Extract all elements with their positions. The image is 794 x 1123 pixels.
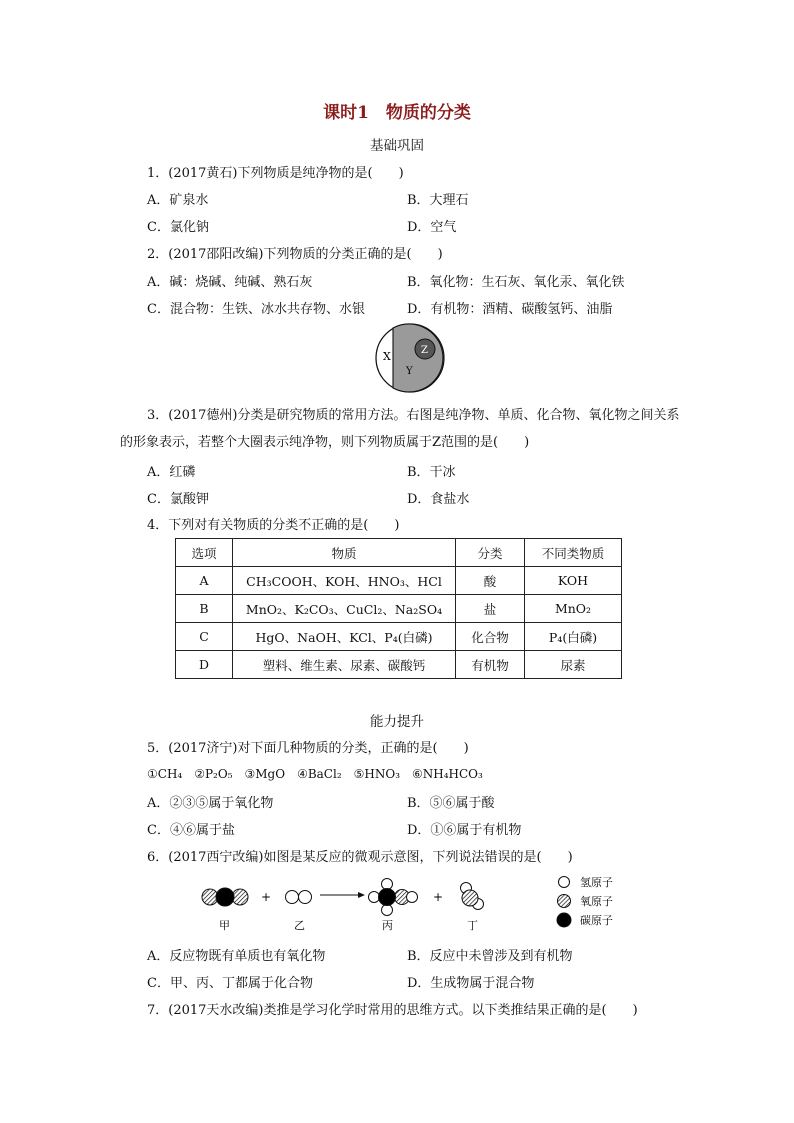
table-row <box>176 623 622 651</box>
molecule-bing <box>369 879 418 916</box>
table-row <box>176 567 622 595</box>
question-2-option-b: B．氧化物：生石灰、氧化汞、氧化铁 <box>407 275 625 290</box>
table-cell: MnO₂ <box>525 595 622 623</box>
venn-label-x: X <box>383 350 391 363</box>
table-cell: 酸 <box>456 567 525 595</box>
table-cell: 有机物 <box>456 651 525 679</box>
legend-hydrogen-label: 氢原子 <box>580 876 613 889</box>
molecule-jia <box>202 888 248 906</box>
legend-oxygen-label: 氧原子 <box>580 895 613 908</box>
table-cell: MnO₂、K₂CO₃、CuCl₂、Na₂SO₄ <box>233 595 456 623</box>
question-3-option-b: B．干冰 <box>407 465 456 480</box>
hydrogen-atom-icon <box>559 877 570 888</box>
question-4-stem: 4．下列对有关物质的分类不正确的是( ) <box>147 518 400 533</box>
question-2-stem: 2．(2017邵阳改编)下列物质的分类正确的是( ) <box>147 247 443 262</box>
question-5-option-a: A．②③⑤属于氧化物 <box>147 796 274 811</box>
carbon-atom-icon <box>557 913 571 927</box>
venn-label-y: Y <box>406 366 413 377</box>
question-6-option-c: C．甲、丙、丁都属于化合物 <box>147 976 313 991</box>
table-cell: P₄(白磷) <box>525 623 622 651</box>
table-header-cell: 选项 <box>176 539 233 567</box>
table-cell: 盐 <box>456 595 525 623</box>
reaction-arrow <box>320 892 365 898</box>
question-1-option-c: C．氯化钠 <box>147 220 209 235</box>
legend-carbon-label: 碳原子 <box>580 914 613 927</box>
question-6-option-a: A．反应物既有单质也有氧化物 <box>147 949 326 964</box>
label-bing: 丙 <box>382 919 393 932</box>
table-header-cell: 不同类物质 <box>525 539 622 567</box>
venn-label-z: Z <box>421 345 428 356</box>
question-6-stem: 6．(2017西宁改编)如图是某反应的微观示意图，下列说法错误的是( ) <box>147 850 573 865</box>
molecule-yi <box>286 891 312 904</box>
atom-legend <box>557 875 613 927</box>
table-header-cell: 物质 <box>233 539 456 567</box>
question-1-option-a: A．矿泉水 <box>147 193 209 208</box>
question-3-option-a: A．红磷 <box>147 465 196 480</box>
question-1-option-d: D．空气 <box>407 220 457 235</box>
section-heading-basic: 基础巩固 <box>370 138 424 154</box>
question-6-option-d: D．生成物属于混合物 <box>407 976 535 991</box>
question-7-stem: 7．(2017天水改编)类推是学习化学时常用的思维方式。以下类推结果正确的是( ) <box>147 1003 638 1018</box>
question-1-option-b: B．大理石 <box>407 193 469 208</box>
question-3-stem: 3．(2017德州)分类是研究物质的常用方法。右图是纯净物、单质、化合物、氧化物之间关系的形象表示，若整个大圈表示纯净物，则下列物质属于Z范围的是( ) <box>120 408 680 450</box>
question-5-option-b: B．⑤⑥属于酸 <box>407 796 495 811</box>
question-2-option-d: D．有机物：酒精、碳酸氢钙、油脂 <box>407 302 613 317</box>
label-ding: 丁 <box>467 919 478 932</box>
plus-sign: + <box>433 890 444 904</box>
table-cell: KOH <box>525 567 622 595</box>
page-title: 课时1 物质的分类 <box>323 103 471 123</box>
venn-diagram <box>370 322 450 394</box>
question-2-option-a: A．碱：烧碱、纯碱、熟石灰 <box>147 275 313 290</box>
table-header-row <box>176 539 622 567</box>
label-jia: 甲 <box>219 919 230 932</box>
question-5-option-c: C．④⑥属于盐 <box>147 823 235 838</box>
table-cell: 尿素 <box>525 651 622 679</box>
table-cell: B <box>176 595 233 623</box>
table-cell: HgO、NaOH、KCl、P₄(白磷) <box>233 623 456 651</box>
plus-sign: + <box>261 890 272 904</box>
question-5-items: ①CH₄ ②P₂O₅ ③MgO ④BaCl₂ ⑤HNO₃ ⑥NH₄HCO₃ <box>147 767 483 781</box>
question-3-option-d: D．食盐水 <box>407 492 470 507</box>
oxygen-atom-icon <box>558 895 571 908</box>
label-yi: 乙 <box>294 919 305 932</box>
question-5-stem: 5．(2017济宁)对下面几种物质的分类，正确的是( ) <box>147 741 469 756</box>
classification-table <box>175 538 622 679</box>
table-cell: 塑料、维生素、尿素、碳酸钙 <box>233 651 456 679</box>
table-cell: D <box>176 651 233 679</box>
question-1-stem: 1．(2017黄石)下列物质是纯净物的是( ) <box>147 166 404 181</box>
table-header-cell: 分类 <box>456 539 525 567</box>
venn-y-region <box>393 324 443 392</box>
question-2-option-c: C．混合物：生铁、冰水共存物、水银 <box>147 302 365 317</box>
molecule-ding <box>461 883 484 910</box>
question-3-option-c: C．氯酸钾 <box>147 492 209 507</box>
table-row <box>176 595 622 623</box>
question-6-option-b: B．反应中未曾涉及到有机物 <box>407 949 573 964</box>
table-cell: A <box>176 567 233 595</box>
table-cell: CH₃COOH、KOH、HNO₃、HCl <box>233 567 456 595</box>
table-row <box>176 651 622 679</box>
reaction-diagram <box>190 870 630 936</box>
table-cell: C <box>176 623 233 651</box>
table-cell: 化合物 <box>456 623 525 651</box>
question-5-option-d: D．①⑥属于有机物 <box>407 823 522 838</box>
section-heading-advanced: 能力提升 <box>370 714 424 730</box>
